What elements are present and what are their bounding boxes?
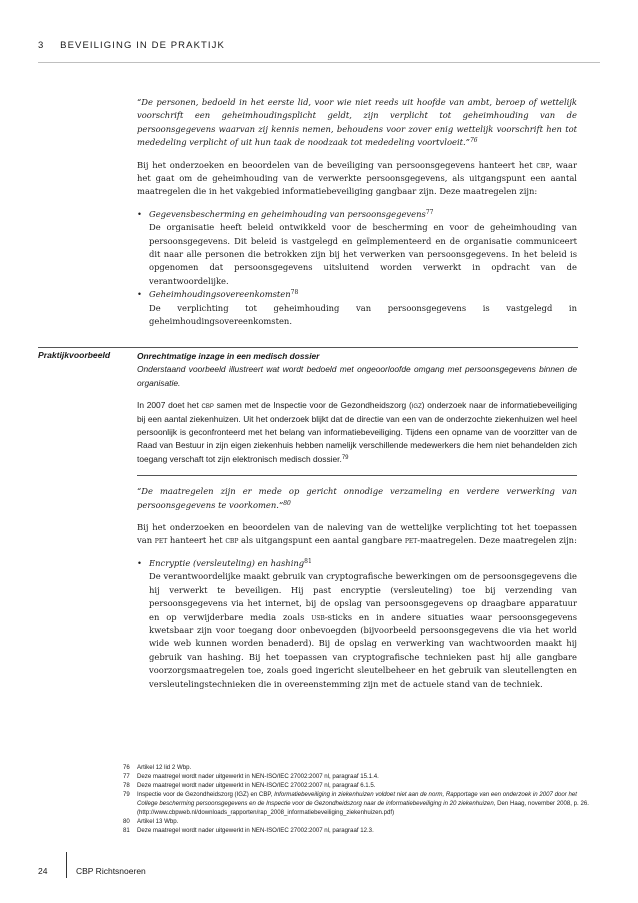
chapter-title: BEVEILIGING IN DE PRAKTIJK — [60, 40, 225, 51]
measure-text: De verantwoordelijke maakt gebruik van cryptografische bewerkingen om de persoonsgegevens die hij verwerkt te beveiligen. Hij past encryptie (versleuteling) toe bij verzending van persoonsgegevens via het internet, bij de opslag van persoonsgegevens op draagbare apparatuur en op verwijderbare media zoals usb-sticks en in andere situaties waar persoonsgegevens kwetsbaar zijn voor toegang door onbevoegden (bijvoorbeeld persoonsgegevens die via het world wide web kunnen worden benaderd). Bij de opslag en verwerking van wachtwoorden maakt hij gebruik van hashing. Bij het toepassen van cryptografische technieken past hij alle gangbare voorzorgsmaatregelen toe, zoals goed ingericht sleutelbeheer en het gebruik van sleutellengten en versleutelingstechnieken die in overeenstemming zijn met de actuele stand van de techniek. — [149, 571, 577, 689]
pet-measures-list — [137, 557, 577, 691]
paragraph: Bij het onderzoeken en beoordelen van de beveiliging van persoonsgegevens hanteert het cbp, waar het gaat om de geheimhouding van de verwerkte persoonsgegevens, als uitgangspunt een aantal maatregelen die in het vakgebied informatiebeveiliging gangbaar zijn. Deze maatregelen zijn: — [137, 159, 578, 197]
footnote-ref[interactable]: 77 — [425, 208, 434, 216]
example-top-rule — [38, 347, 578, 348]
footnote: 76 Artikel 12 lid 2 Wbp. — [123, 764, 192, 771]
footnote: 81 Deze maatregel wordt nader uitgewerkt in NEN-ISO/IEC 27002:2007 nl, paragraaf 12.3. — [123, 827, 374, 834]
footnote-ref[interactable]: 76 — [469, 137, 478, 145]
example-title: Onrechtmatige inzage in een medisch dossier — [137, 351, 320, 361]
footnote-ref[interactable]: 78 — [290, 289, 299, 297]
example-intro: Onderstaand voorbeeld illustreert wat wordt bedoeld met ongeoorloofde omgang met persoonsgegevens binnen de organisatie. — [137, 364, 577, 388]
measure-title: Gegevensbescherming en geheimhouding van persoonsgegevens — [149, 208, 426, 219]
footnote: 79 Inspectie voor de Gezondheidszorg (IGZ) en CBP, Informatiebeveiliging in ziekenhuizen voldoet niet aan de norm, Rapportage van een onderzoek in 2007 door het College bescherming persoonsgegevens en de Inspectie voor de Gezondheidszorg naar de informatiebeveiliging in 20 ziekenhuizen, Den Haag, november 2008, p. 26. (http://www.cbpweb.nl/downloads_rapporten/rap_2008_informatiebeveiliging_ziekenhuizen.pdf) — [123, 791, 589, 816]
footnote: 80 Artikel 13 Wbp. — [123, 818, 179, 825]
footnote: 77 Deze maatregel wordt nader uitgewerkt in NEN-ISO/IEC 27002:2007 nl, paragraaf 15.1.4. — [123, 773, 379, 780]
page-number: 24 — [38, 866, 48, 876]
footnote-ref[interactable]: 80 — [283, 499, 291, 507]
header-rule — [38, 62, 600, 63]
law-quote: “De maatregelen zijn er mede op gericht onnodige verzameling en verdere verwerking van persoonsgegevens te voorkomen.”$^{80}$ — [137, 486, 577, 510]
footnotes — [123, 763, 593, 835]
example-bottom-rule — [137, 475, 577, 476]
footer-divider — [66, 852, 67, 878]
paragraph: Bij het onderzoeken en beoordelen van de naleving van de wettelijke verplichting tot het toepassen van pet hanteert het cbp als uitgangspunt een aantal gangbare pet-maatregelen. Deze maatregelen zijn: — [137, 522, 577, 546]
measure-title: Geheimhoudingsovereenkomsten — [149, 289, 291, 300]
example-body: In 2007 doet het cbp samen met de Inspectie voor de Gezondheidszorg (igz) onderzoek naar de informatiebeveiliging bij een aantal ziekenhuizen. Uit het onderzoek blijkt dat de directie van een van de onderzochte ziekenhuizen wel heel persoonlijk is geconfronteerd met het belang van informatiebeveiliging. Tijdens een opname van de voorzitter van de Raad van Bestuur in zijn eigen ziekenhuis hebben namelijk verschillende medewerkers die hem niet behandelden zich toegang verschaft tot zijn elektronisch medisch dossier.$^{79}$ — [137, 400, 578, 464]
report-link[interactable]: (http://www.cbpweb.nl/downloads_rapporten/rap_2008_informatiebeveiliging_ziekenhuizen.pdf) — [137, 809, 395, 816]
list-item — [137, 208, 577, 288]
footnote-ref[interactable]: 81 — [304, 557, 312, 565]
list-item — [137, 288, 577, 328]
measure-text: De verplichting tot geheimhouding van persoonsgegevens is vastgelegd in geheimhoudingsovereenkomsten. — [149, 302, 577, 327]
example-label: Praktijkvoorbeeld — [38, 350, 111, 360]
publication-title: CBP Richtsnoeren — [76, 866, 146, 876]
chapter-number: 3 — [38, 40, 45, 51]
footnote: 78 Deze maatregel wordt nader uitgewerkt in NEN-ISO/IEC 27002:2007 nl, paragraaf 6.1.5. — [123, 782, 376, 789]
measure-title: Encryptie (versleuteling) en hashing — [149, 557, 305, 568]
law-quote: “De personen, bedoeld in het eerste lid, voor wie niet reeds uit hoofde van ambt, beroep of wettelijk voorschrift een geheimhoudingsplicht geldt, zijn verplicht tot geheimhouding van de persoonsgegevens waarvan zij kennis nemen, behoudens voor zover enig wettelijk voorschrift hen tot mededeling verplicht of uit hun taak de noodzaak tot mededeling voortvloeit.”$^{76}$ — [137, 97, 577, 148]
footnote-ref[interactable]: 79 — [341, 454, 349, 461]
main-text-bottom — [137, 350, 577, 700]
measure-text: De organisatie heeft beleid ontwikkeld voor de bescherming en voor de geheimhouding van persoonsgegevens. Dit beleid is vastgelegd en geïmplementeerd en de organisatie communiceert dit naar alle personen die betrokken zijn bij het verwerken van persoonsgegevens. In het beleid is opgenomen dat persoonsgegevens uitsluitend worden verwerkt in opdracht van de verantwoordelijke. — [149, 222, 577, 286]
measures-list — [137, 208, 577, 329]
main-text-top — [137, 96, 577, 338]
running-header — [38, 40, 225, 51]
list-item — [137, 557, 577, 691]
